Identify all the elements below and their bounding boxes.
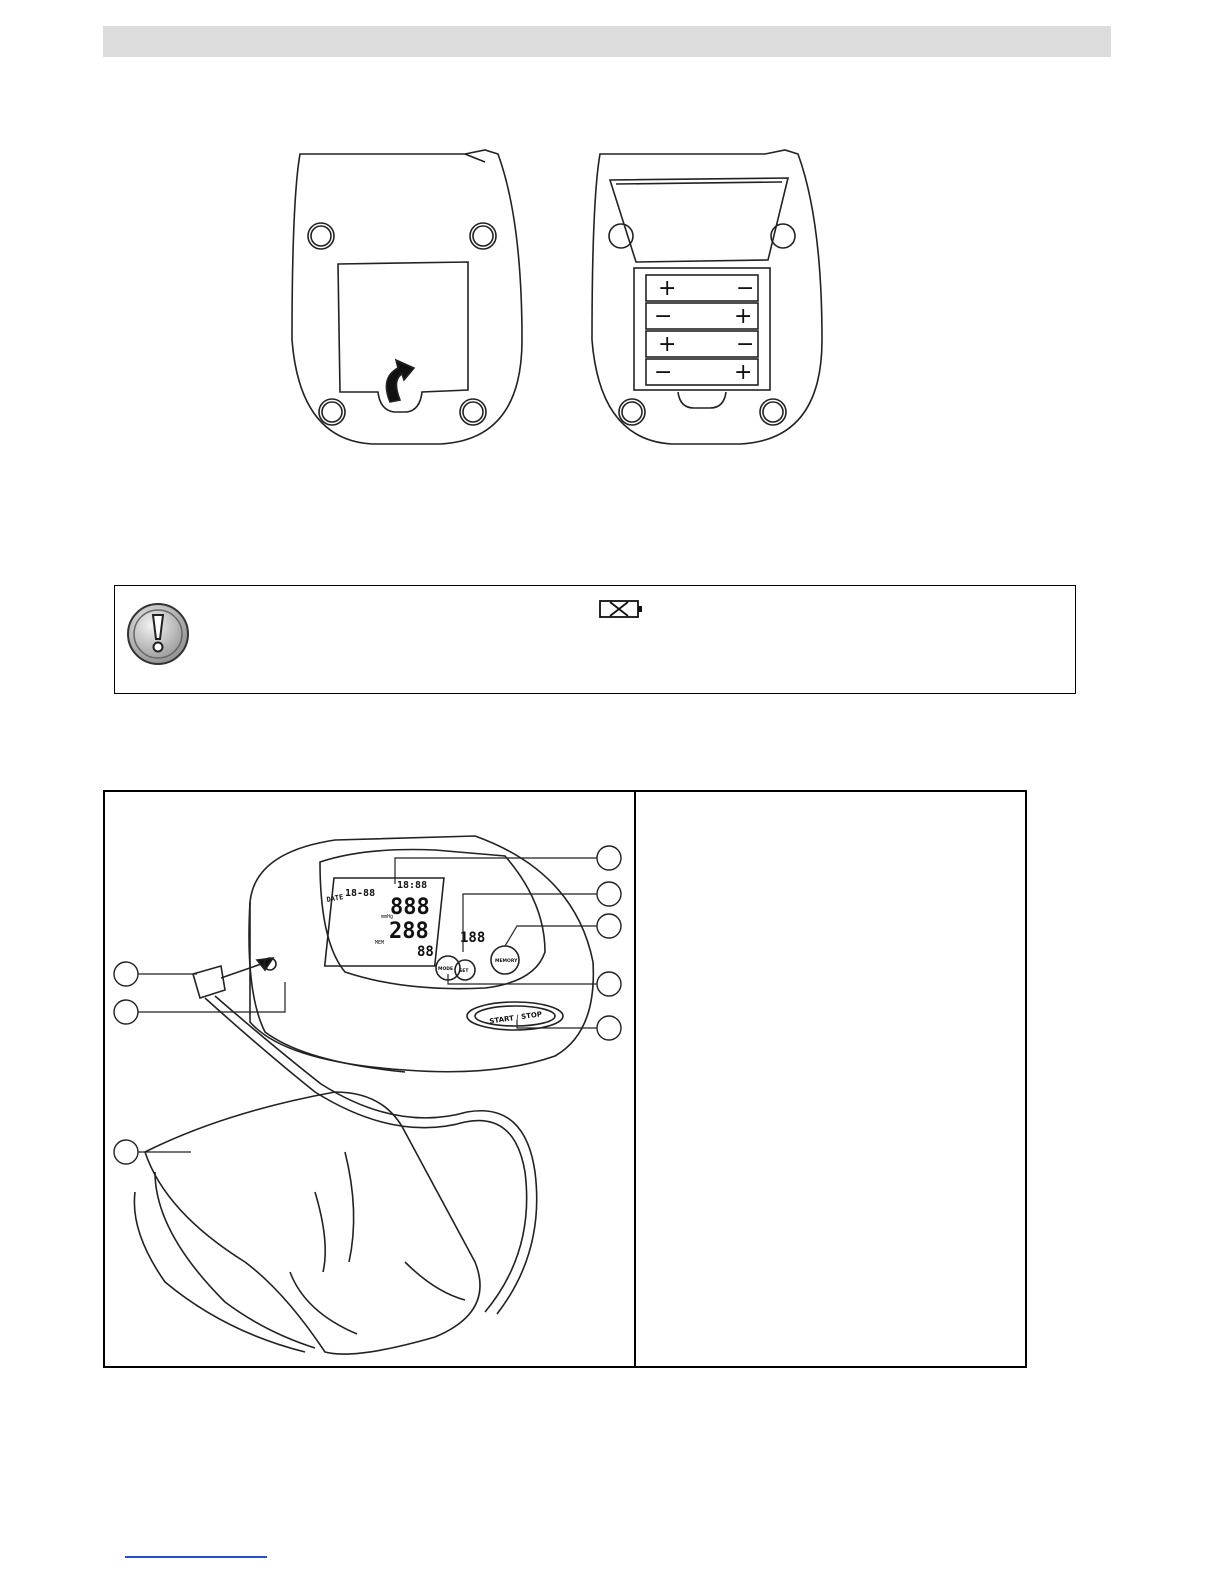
start-stop-label: START / STOP [488,1010,543,1026]
callout-marker [597,1016,621,1040]
header-bar [103,26,1111,57]
warning-box [114,585,1076,694]
set-button-label: SET [459,969,469,974]
battery-installation-figure [280,140,840,470]
battery-1-left-sign: + [658,276,677,301]
memory-button-label: MEMORY [495,959,518,964]
callout-marker [597,972,621,996]
display-unit-label: mmHg [381,914,394,920]
mode-button-label: MODE [438,967,454,972]
battery-1-right-sign: − [736,276,755,301]
callout-marker [597,846,621,870]
display-mem-label: MEM [375,940,385,946]
exclamation-icon [125,601,191,667]
callout-marker [597,882,621,906]
battery-2-right-sign: + [734,304,753,329]
battery-3-left-sign: + [658,332,677,357]
battery-4-right-sign: + [734,360,753,385]
callout-marker [114,1000,138,1024]
display-pulse-digits: 188 [460,930,486,946]
display-memory-digits: 88 [417,944,434,960]
battery-2-left-sign: − [654,304,673,329]
display-date-digits: 18-88 [345,888,376,899]
display-diastolic-digits: 288 [389,919,429,944]
battery-4-left-sign: − [654,360,673,385]
device-back-open [592,150,822,444]
callout-marker [114,1140,138,1164]
low-battery-icon [598,598,646,620]
battery-3-right-sign: − [736,332,755,357]
parts-table [103,790,1027,1368]
callout-marker [597,914,621,938]
display-date-label: DATE [325,893,344,904]
parts-diagram [105,792,634,1366]
curved-arrow-icon [386,360,414,402]
callout-marker [114,962,138,986]
device-back-closed [292,150,522,444]
footer-link[interactable] [125,1556,267,1558]
table-divider [634,792,636,1366]
display-systolic-digits: 888 [390,895,430,920]
display-time-digits: 18:88 [397,880,428,891]
